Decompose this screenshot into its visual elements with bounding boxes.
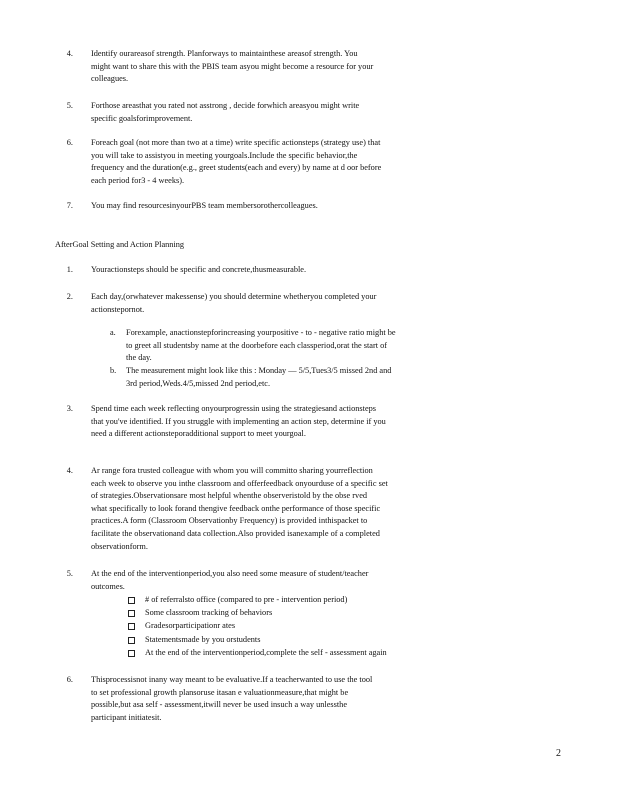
list-item-text-line: participant initiatesit. <box>91 712 162 722</box>
bullet-item-text: Statementsmade by you orstudents <box>145 634 261 644</box>
list-item-text-line: you will take to assistyou in meeting yourgoals.Include the specific behavior,the <box>91 150 358 160</box>
list-item-text-line: Thisprocessisnot inany way meant to be evaluative.If a teacherwanted to use the tool <box>91 675 373 684</box>
list-item-text-line: of strategies.Observationsare most helpful whenthe observeristold by the obse rved <box>91 491 368 501</box>
checkbox-bullet-icon <box>128 597 135 604</box>
list-item-text-line: each period for3 - 4 weeks). <box>91 175 185 185</box>
list-item-text-line: Forthose areasthat you rated not asstrong , decide forwhich areasyou might write <box>91 101 360 110</box>
list-item-text-line: Foreach goal (not more than two at a time) write specific actionsteps (strategy use) that <box>91 138 381 147</box>
list-item-text-line: You may find resourcesinyourPBS team membersorothercolleagues. <box>91 201 318 210</box>
bullet-item-text: Some classroom tracking of behaviors <box>145 608 273 618</box>
list-item-number: 4. <box>66 466 73 475</box>
list-item-text-line: Youractionsteps should be specific and concrete,thusmeasurable. <box>91 265 307 274</box>
list-item-number: 7. <box>66 201 73 210</box>
list-item-text-line: frequency and the duration(e.g., greet students(each and every) by name at d oor before <box>91 163 382 173</box>
list-item-text-line: what specifically to look forand thengive feedback onthe performance of those specific <box>91 503 381 513</box>
list-item-text-line: actionstepornot. <box>91 304 145 314</box>
list-item-text-line: outcomes. <box>91 581 125 591</box>
list-item-number: 4. <box>66 49 73 58</box>
list-item-text-line: that you've identified. If you struggle with implementing an action step, determine if you <box>91 416 386 426</box>
list-item-text-line: Ar range fora trusted colleague with whom you will committo sharing yourreflection <box>91 466 373 475</box>
list-item-text-line: need a different actionsteporadditional support to meet yourgoal. <box>91 429 306 439</box>
sub-item-text-line: to greet all studentsby name at the doorbefore each classperiod,orat the start of <box>126 340 388 350</box>
sub-item-text-line: Forexample, anactionstepforincreasing yourpositive - to - negative ratio might be <box>126 328 396 337</box>
sub-item-text-line: the day. <box>126 353 152 363</box>
list-item-text-line: At the end of the interventionperiod,you also need some measure of student/teacher <box>91 569 369 578</box>
checkbox-bullet-icon <box>128 610 135 617</box>
section-heading: AfterGoal Setting and Action Planning <box>55 240 185 249</box>
bullet-item-text: # of referralsto office (compared to pre - intervention period) <box>145 595 348 604</box>
list-item-text-line: Each day,(orwhatever makessense) you should determine whetheryou completed your <box>91 292 377 301</box>
list-item-number: 5. <box>66 569 73 578</box>
list-item-text-line: specific goalsforimprovement. <box>91 113 193 123</box>
list-item-text-line: colleagues. <box>91 74 129 84</box>
list-item-text-line: practices.A form (Classroom Observationby Frequency) is provided inthispacket to <box>91 516 368 526</box>
list-item-text-line: each week to observe you inthe classroom and offerfeedback onyourduse of a specific set <box>91 478 388 488</box>
list-item-number: 1. <box>66 265 73 274</box>
list-item-text-line: facilitate the observationand data collection.Also provided isanexample of a completed <box>91 529 380 538</box>
sub-item-letter: a. <box>110 328 116 337</box>
list-item-number: 3. <box>66 404 73 413</box>
list-item-text-line: possible,but asa self - assessment,itwill never be used insuch a way unlessthe <box>91 700 347 710</box>
checkbox-bullet-icon <box>128 637 135 644</box>
bullet-item-text: At the end of the interventionperiod,complete the self - assessment again <box>145 647 387 657</box>
sub-item-text-line: The measurement might look like this : Monday — 5/5,Tues3/5 missed 2nd and <box>126 366 392 375</box>
list-item-text-line: Spend time each week reflecting onyourprogressin using the strategiesand actionsteps <box>91 404 377 413</box>
page-number: 2 <box>556 748 561 759</box>
list-item-number: 6. <box>66 138 73 147</box>
sub-item-letter: b. <box>110 366 117 375</box>
checkbox-bullet-icon <box>128 650 135 657</box>
list-item-number: 6. <box>66 675 73 684</box>
list-item-number: 5. <box>66 101 73 110</box>
list-item-number: 2. <box>66 292 73 301</box>
sub-item-text-line: 3rd period,Weds.4/5,missed 2nd period,etc. <box>126 378 271 388</box>
list-item-text-line: to set professional growth plansoruse itasan e valuationmeasure,that might be <box>91 687 349 697</box>
list-item-text-line: Identify ourareasof strength. Planforways to maintainthese areasof strength. You <box>91 49 358 58</box>
list-item-text-line: observationform. <box>91 541 148 551</box>
checkbox-bullet-icon <box>128 623 135 630</box>
bullet-item-text: Gradesorparticipationr ates <box>145 621 236 631</box>
list-item-text-line: might want to share this with the PBIS team asyou might become a resource for your <box>91 61 374 71</box>
